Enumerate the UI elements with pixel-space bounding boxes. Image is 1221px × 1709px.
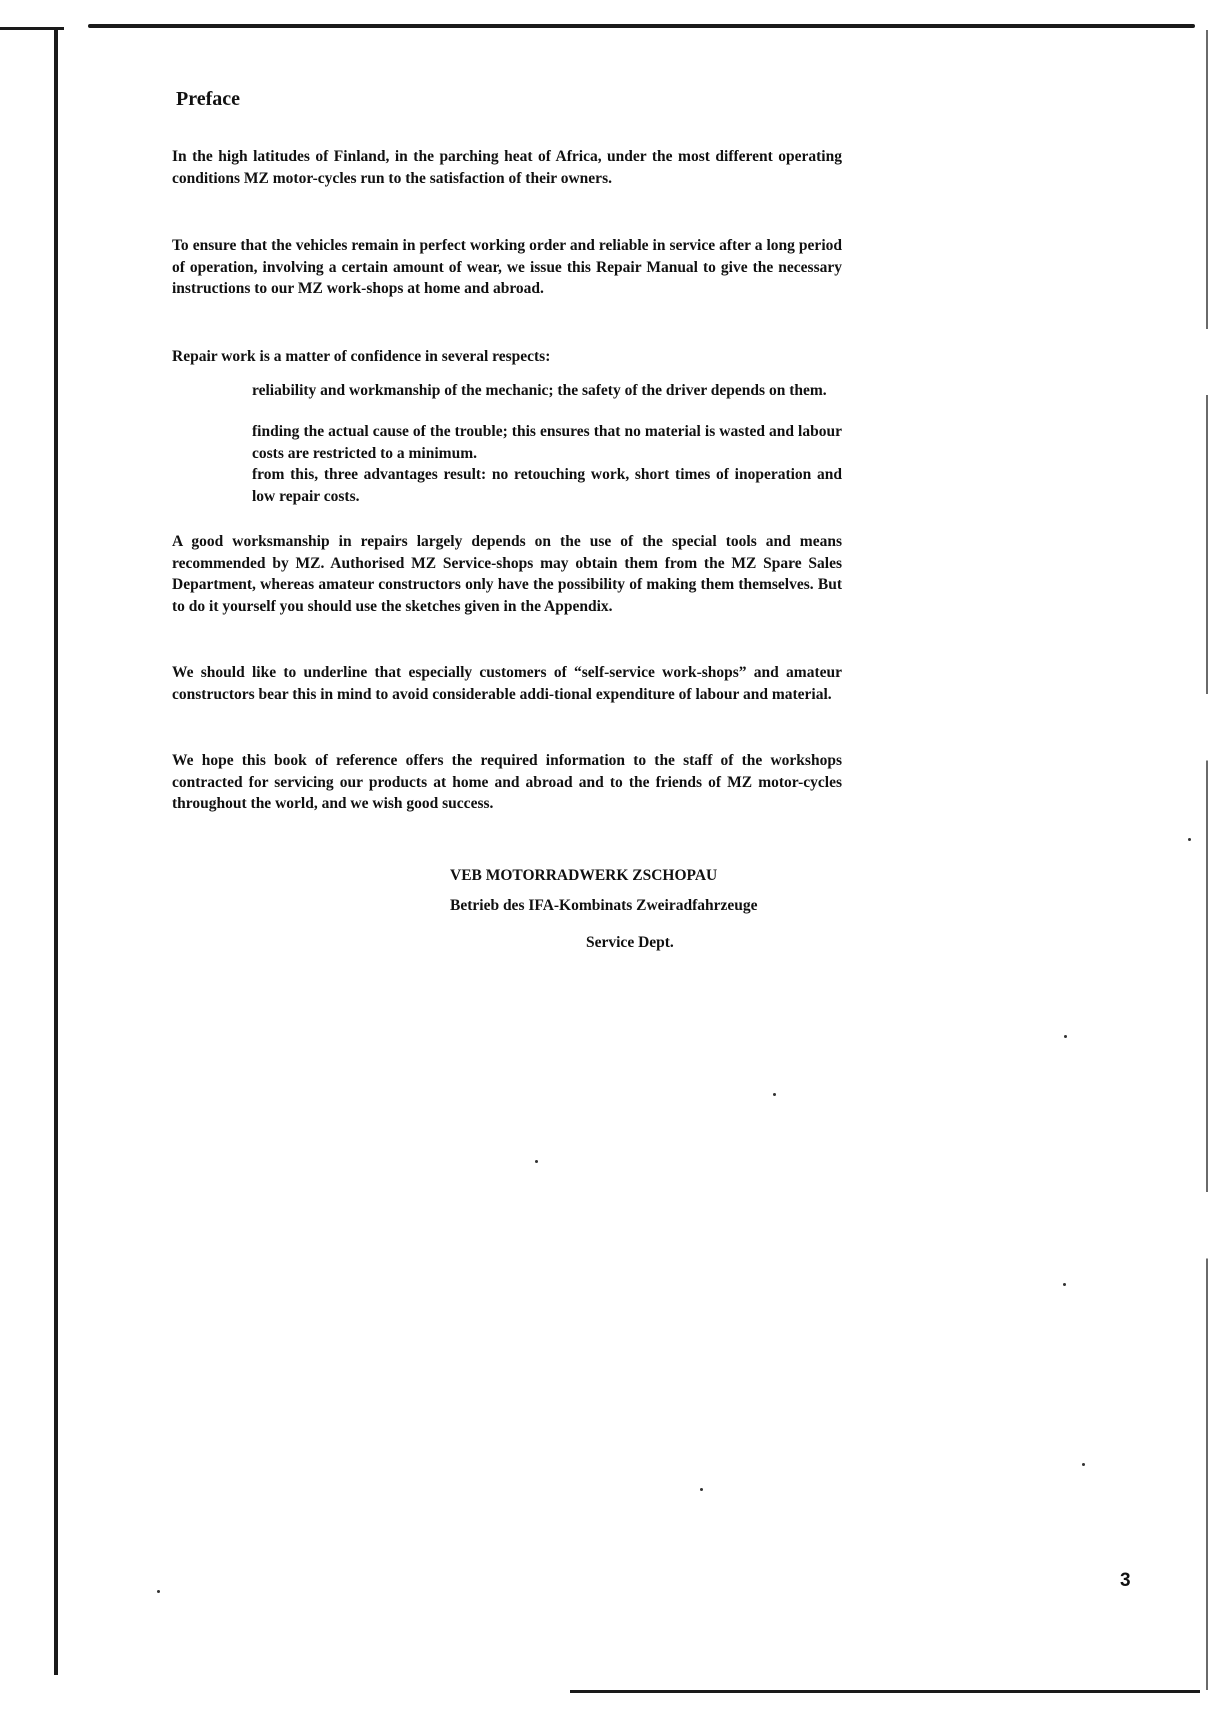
scan-speck (1064, 1035, 1067, 1038)
scan-speck (1082, 1463, 1085, 1466)
scan-speck (1063, 1283, 1066, 1286)
list-item: finding the actual cause of the trouble; this ensures that no material is wasted and labour costs are restricted to a minimum. (252, 423, 842, 462)
page-number: 3 (1120, 1570, 1131, 1591)
paragraph-1: In the high latitudes of Finland, in the parching heat of Africa, under the most different operating conditions MZ motor-cycles run to the satisfaction of their owners. (172, 148, 842, 187)
scan-speck (1188, 838, 1191, 841)
paragraph-4: A good worksmanship in repairs largely depends on the use of the special tools and means recommended by MZ. Authorised MZ Service-shops may obtain them from the MZ Spare Sales Department, whereas amateur constructors only have the possibility of making them themselves. But to do it yourself you should use the sketches given in the Appendix. (172, 533, 842, 615)
scan-speck (773, 1093, 776, 1096)
paragraph-6: We hope this book of reference offers the required information to the staff of the workshops contracted for servicing our products at home and abroad and to the friends of MZ motor-cycles throughout the world, and we wish good success. (172, 752, 842, 812)
list-item: from this, three advantages result: no retouching work, short times of inoperation and low repair costs. (252, 466, 842, 505)
page-title: Preface (176, 88, 241, 110)
scan-speck (535, 1160, 538, 1163)
signature-affiliation: Betrieb des IFA-Kombinats Zweiradfahrzeuge (450, 897, 758, 914)
list-item: reliability and workmanship of the mechanic; the safety of the driver depends on them. (252, 382, 827, 399)
signature-company: VEB MOTORRADWERK ZSCHOPAU (450, 867, 718, 884)
signature-department: Service Dept. (586, 934, 674, 951)
paragraph-5: We should like to underline that especially customers of “self-service work-shops” and amateur constructors bear this in mind to avoid considerable addi-tional expenditure of labour and material. (172, 664, 842, 703)
paragraph-3-intro: Repair work is a matter of confidence in several respects: (172, 348, 551, 365)
scan-border-left (54, 30, 58, 1675)
scan-border-top (88, 24, 1195, 28)
scan-speck (157, 1590, 160, 1593)
scan-speck (700, 1488, 703, 1491)
scan-border-bottom (570, 1690, 1200, 1693)
paragraph-2: To ensure that the vehicles remain in perfect working order and reliable in service after a long period of operation, involving a certain amount of wear, we issue this Repair Manual to give the necessary instructions to our MZ work-shops at home and abroad. (172, 237, 842, 297)
scan-border-right (1206, 30, 1208, 1690)
